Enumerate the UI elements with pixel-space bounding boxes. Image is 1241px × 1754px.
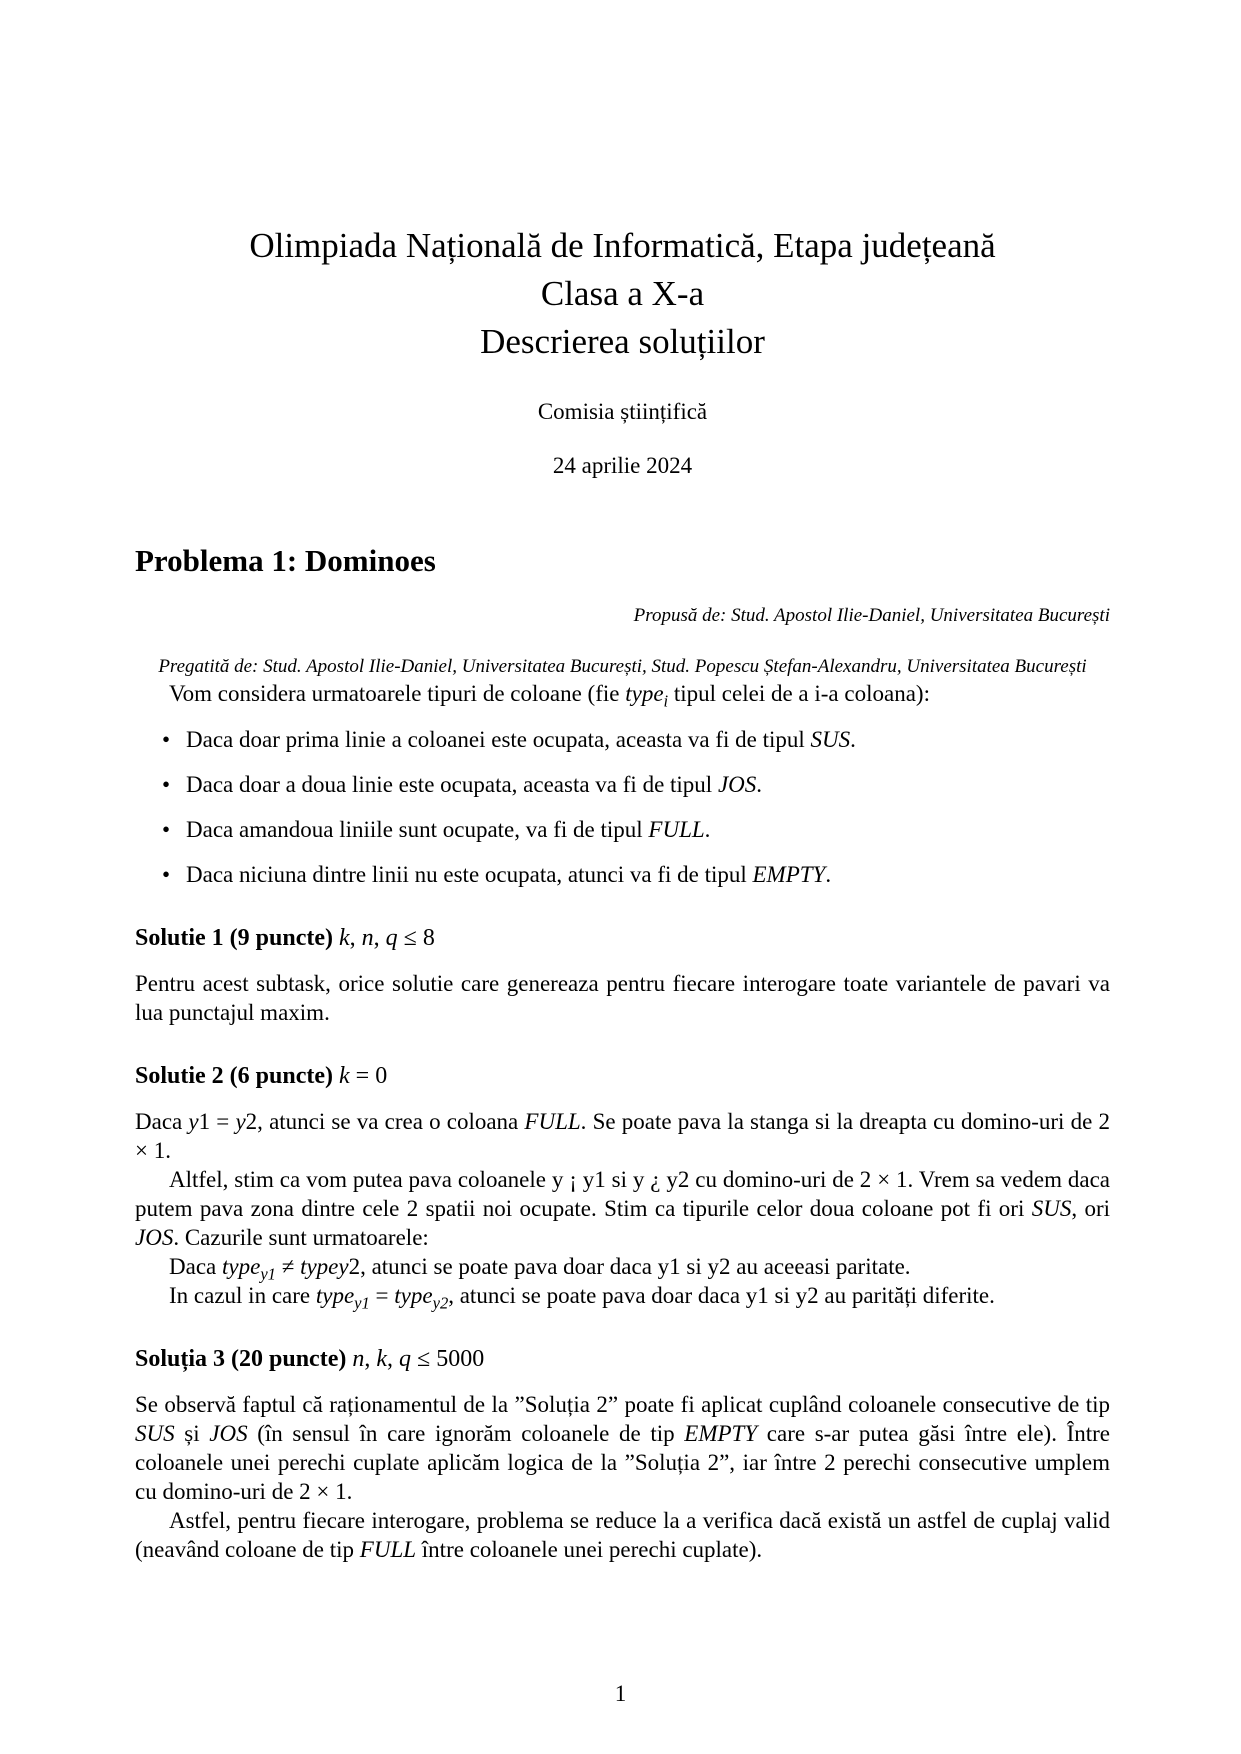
problem-heading: Problema 1: Dominoes bbox=[135, 543, 436, 578]
column-types-list bbox=[135, 725, 1110, 889]
page-number: 1 bbox=[614, 1681, 627, 1706]
author-line: Comisia științifică bbox=[537, 399, 708, 424]
solution-3-section bbox=[135, 1344, 1110, 1564]
proposed-by-line: Propusă de: Stud. Apostol Ilie-Daniel, Universitatea București bbox=[633, 605, 1110, 626]
column-type-item-empty: • Daca niciuna dintre linii nu este ocupata, atunci va fi de tipul EMPTY. bbox=[162, 860, 1110, 889]
solution-1-section bbox=[135, 923, 1110, 1027]
intro-paragraph: Vom considera urmatoarele tipuri de coloane (fie type$_i$ tipul celei de a i-a coloana): bbox=[169, 681, 930, 711]
title-line-3: Descrierea soluțiilor bbox=[480, 322, 765, 361]
solution-3-paragraph-2: Astfel, pentru fiecare interogare, problema se reduce la a verifica dacă există un astfel de cuplaj valid (neavând coloane de tip FULL între coloanele unei perechi cuplate). bbox=[135, 1508, 1110, 1562]
solution-2-paragraph-3: Daca type$_{y1}$ ≠ typey2, atunci se poate pava doar daca y1 si y2 au aceeasi paritate. bbox=[169, 1254, 911, 1284]
solution-3-body bbox=[135, 1390, 1110, 1564]
solution-1-body bbox=[135, 969, 1110, 1027]
date-line: 24 aprilie 2024 bbox=[552, 453, 693, 478]
column-type-item-jos: • Daca doar a doua linie este ocupata, aceasta va fi de tipul JOS. bbox=[162, 770, 1110, 799]
column-type-item-full: • Daca amandoua liniile sunt ocupate, va fi de tipul FULL. bbox=[162, 815, 1110, 844]
solution-1-heading: Solutie 1 (9 puncte) k, n, q ≤ 8 bbox=[135, 925, 435, 951]
solution-2-paragraph-4: In cazul in care type$_{y1}$ = type$_{y2}$, atunci se poate pava doar daca y1 si y2 au parități diferite. bbox=[169, 1283, 995, 1313]
solution-2-paragraph-1: Daca y1 = y2, atunci se va crea o coloana FULL. Se poate pava la stanga si la dreapta cu domino-uri de 2 × 1. bbox=[135, 1109, 1110, 1163]
column-type-item-sus: • Daca doar prima linie a coloanei este ocupata, aceasta va fi de tipul SUS. bbox=[162, 725, 1110, 754]
solution-2-body bbox=[135, 1107, 1110, 1313]
solution-2-paragraph-2: Altfel, stim ca vom putea pava coloanele y ¡ y1 si y ¿ y2 cu domino-uri de 2 × 1. Vrem sa vedem daca putem pava zona dintre cele 2 spatii noi ocupate. Stim ca tipurile celor doua coloane pot fi ori SUS, ori JOS. Cazurile sunt urmatoarele: bbox=[135, 1167, 1110, 1250]
solution-3-heading: Soluția 3 (20 puncte) n, k, q ≤ 5000 bbox=[135, 1346, 485, 1372]
prepared-by-line: Pregatită de: Stud. Apostol Ilie-Daniel, Universitatea București, Stud. Popescu Ștefan-Alexandru, Universitatea București bbox=[158, 656, 1087, 677]
solution-3-paragraph-1: Se observă faptul că raționamentul de la ”Soluția 2” poate fi aplicat cuplând coloanele consecutive de tip SUS și JOS (în sensul în care ignorăm coloanele de tip EMPTY care s-ar putea găsi între ele). Între coloanele unei perechi cuplate aplicăm logica de la ”Soluția 2”, iar între 2 perechi consecutive umplem cu domino-uri de 2 × 1. bbox=[135, 1392, 1111, 1504]
title-line-2: Clasa a X-a bbox=[540, 274, 705, 313]
solution-1-paragraph: Pentru acest subtask, orice solutie care genereaza pentru fiecare interogare toate variantele de pavari va lua punctajul maxim. bbox=[135, 971, 1110, 1025]
document-title bbox=[135, 222, 1110, 366]
solution-2-heading: Solutie 2 (6 puncte) k = 0 bbox=[135, 1063, 388, 1089]
solution-2-section bbox=[135, 1061, 1110, 1313]
title-line-1: Olimpiada Națională de Informatică, Etapa județeană bbox=[249, 226, 996, 265]
